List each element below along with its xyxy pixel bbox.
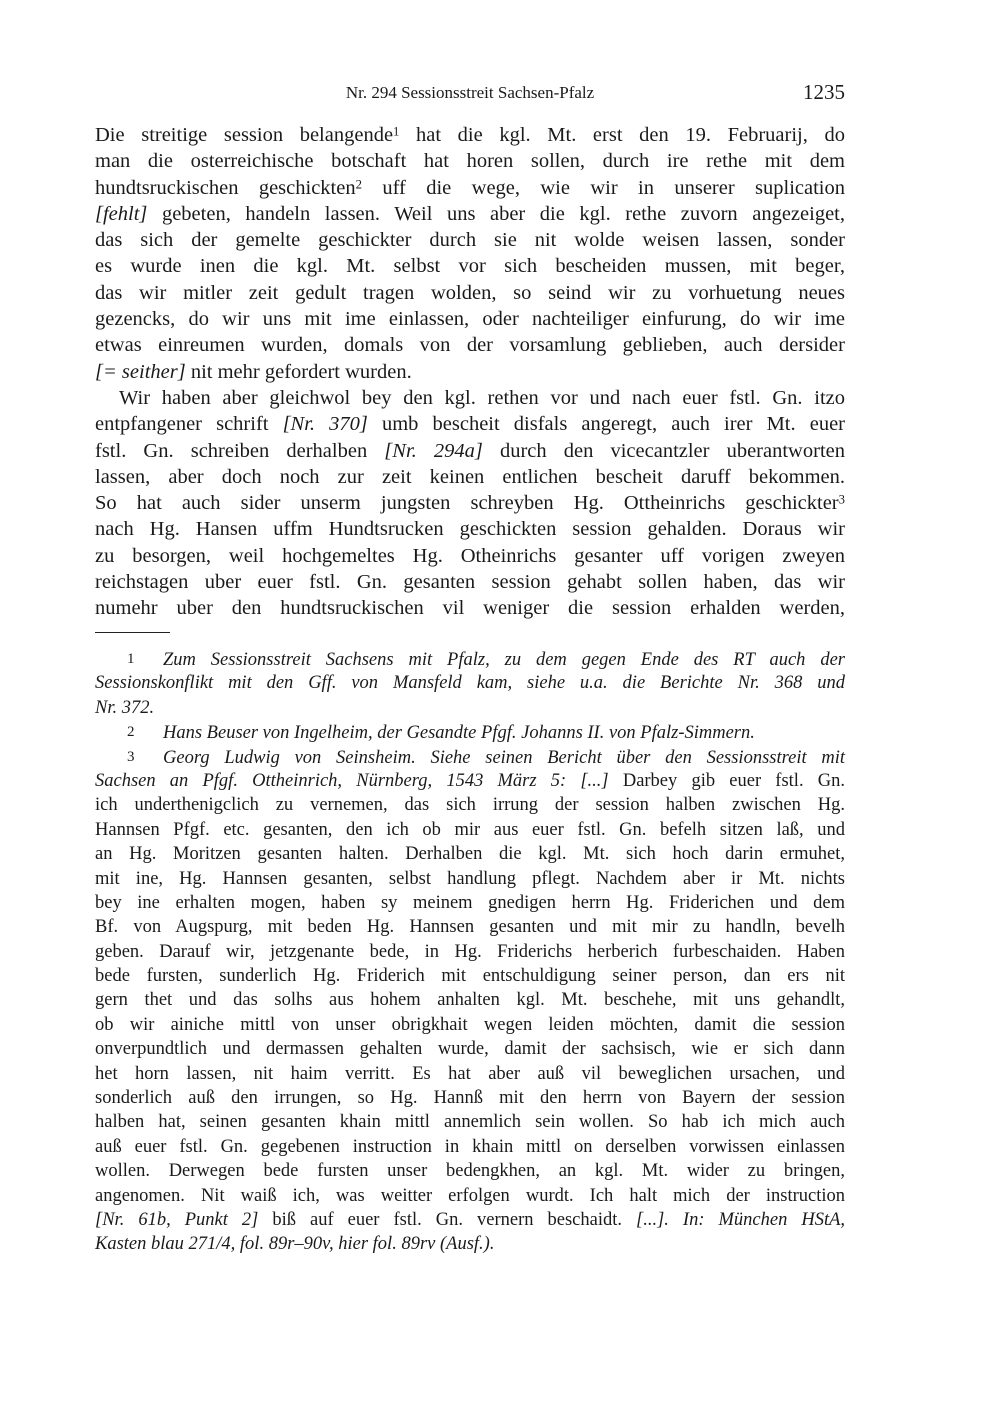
text-line [95, 464, 845, 490]
text-line [95, 720, 845, 744]
text-segment: lassen, aber doch noch zur zeit keinen entlichen bescheit daruff bekommen. [95, 465, 845, 488]
text-segment: hundtsruckischen geschickten [95, 176, 356, 199]
text-line [95, 516, 845, 542]
text-line [95, 1208, 845, 1232]
text-segment: Die streitige session belangende [95, 124, 394, 146]
text-line [95, 122, 845, 148]
footnote-rule [95, 632, 170, 633]
text-segment: angenomen. Nit waiß ich, was weitter erfolgen wurdt. Ich halt mich der instruction [95, 1185, 845, 1206]
text-segment: zu besorgen, weil hochgemeltes Hg. Otheinrichs gesanter uff vorigen zweyen [95, 544, 845, 567]
text-segment: durch den vicecantzler uberantworten [482, 439, 845, 462]
text-segment: nach Hg. Hansen uffm Hundtsrucken geschickten session gehalden. Doraus wir [95, 518, 845, 541]
text-segment: man die osterreichische botschaft hat horen sollen, durch ire rethe mit dem [95, 150, 845, 173]
footnote-ref: 2 [355, 176, 362, 191]
text-line [95, 988, 845, 1012]
italic-text: Sachsen an Pfgf. Ottheinrich, Nürnberg, 1543 März 5: [...] [95, 770, 609, 791]
text-line [95, 359, 845, 385]
text-segment: uff die wege, wie wir in unserer suplication [361, 176, 845, 199]
footnote-ref: 3 [838, 492, 845, 507]
text-line [95, 1232, 845, 1256]
text-segment: auß euer fstl. Gn. gegebenen instruction in khain mittl on derselben vorwissen einlassen [95, 1136, 845, 1157]
italic-text: [fehlt] [95, 202, 148, 225]
text-line [95, 745, 845, 769]
footnotes [95, 647, 845, 1257]
text-segment: gebeten, handeln lassen. Weil uns aber die kgl. rethe zuvorn angezeiget, [147, 202, 845, 225]
italic-text: Sessionskonflikt mit den Gff. von Mansfeld kam, siehe u.a. die Berichte Nr. 368 und [95, 673, 845, 694]
text-line [95, 227, 845, 253]
italic-text: Georg Ludwig von Seinsheim. Siehe seinen Bericht über den Sessionsstreit mit [163, 747, 845, 768]
text-line [95, 1013, 845, 1037]
footnote-number: 3 [127, 748, 135, 765]
page-header [95, 80, 845, 106]
text-line [95, 490, 845, 516]
text-line [95, 915, 845, 939]
text-segment: fstl. Gn. schreiben derhalben [95, 439, 385, 462]
text-segment: umb bescheit disfals angeregt, auch irer Mt. euer [367, 413, 845, 436]
text-segment: het horn lassen, nit haim verritt. Es hat aber auß vil beweglichen ursachen, und [95, 1063, 845, 1084]
italic-text: Zum Sessionsstreit Sachsens mit Pfalz, zu dem gegen Ende des RT auch der [163, 650, 845, 670]
text-segment: numehr uber den hundtsruckischen vil weniger die session erhalden werden, [95, 597, 845, 620]
text-segment: halben hat, seinen gesanten khain mittl annemlich sein wollen. So hab ich mich auch [95, 1112, 845, 1133]
text-line [95, 385, 845, 411]
text-line [95, 1159, 845, 1183]
text-line [95, 1037, 845, 1061]
text-line [95, 148, 845, 174]
footnote-ref: 1 [393, 124, 400, 139]
text-line [95, 332, 845, 358]
text-line [95, 769, 845, 793]
text-segment: geben. Darauf wir, jetzgenante bede, in Hg. Friderichs herberich furbeschaiden. Haben [95, 941, 845, 962]
text-segment: das wir mitler zeit gedult tragen wolden, so seind wir zu vorhuetung neues [95, 281, 845, 304]
text-line [95, 964, 845, 988]
text-line [95, 253, 845, 279]
text-segment: sonderlich auß den irrungen, so Hg. Hannß mit den herrn von Bayern der session [95, 1088, 845, 1109]
text-line [95, 543, 845, 569]
italic-text: Nr. 372. [95, 697, 155, 718]
text-segment: Bf. von Augspurg, mit beden Hg. Hannsen gesanten und mit mir zu handln, bevelh [95, 917, 845, 938]
text-line [95, 569, 845, 595]
text-segment: biß auf euer fstl. Gn. vernern beschaidt. [258, 1209, 636, 1230]
text-segment: es wurde inen die kgl. Mt. selbst vor sich bescheiden mussen, mit beger, [95, 255, 845, 278]
text-segment: gezencks, do wir uns mit ime einlassen, oder nachteiliger einfurung, do wir ime [95, 308, 845, 331]
page-number: 1235 [803, 80, 845, 104]
text-line [95, 671, 845, 695]
italic-text: [Nr. 294a] [384, 439, 483, 462]
footnote-number: 1 [127, 651, 135, 667]
text-segment: das sich der gemelte geschickter durch sie nit wolde weisen lassen, sonder [95, 229, 845, 252]
text-segment: an Hg. Moritzen gesanten halten. Derhalben die kgl. Mt. sich hoch darin ermuhet, [95, 844, 845, 865]
italic-text: [= seither] [95, 360, 186, 383]
italic-text: [...]. In: München HStA, [636, 1209, 846, 1230]
text-segment: entpfangener schrift [95, 413, 283, 436]
text-segment: etwas einreumen wurden, domals von der vorsamlung geblieben, auch dersider [95, 334, 845, 357]
text-line [95, 1062, 845, 1086]
text-line [95, 438, 845, 464]
text-line [95, 280, 845, 306]
text-segment: ob wir ainiche mittl von unser obrigkhait wegen leiden möchten, damit die session [95, 1014, 845, 1035]
text-segment: bede fursten, sunderlich Hg. Friderich mit entschuldigung seiner person, dan ers nit [95, 966, 845, 987]
text-segment: So hat auch sider unserm jungsten schreyben Hg. Ottheinrichs geschickter [95, 492, 839, 515]
text-line [95, 411, 845, 437]
text-segment: wollen. Derwegen bede fursten unser bedengkhen, an kgl. Mt. wider zu bringen, [95, 1161, 845, 1182]
text-line [95, 201, 845, 227]
italic-text: Hans Beuser von Ingelheim, der Gesandte Pfgf. Johanns II. von Pfalz-Simmern. [163, 723, 755, 744]
text-segment: Darbey gib euer fstl. Gn. [608, 770, 845, 791]
text-segment: bey ine erhalten mogen, haben sy meinem gnedigen herrn Hg. Friderichen und dem [95, 892, 845, 913]
text-line [95, 1135, 845, 1159]
text-segment: hat die kgl. Mt. erst den 19. Februarij, do [399, 124, 845, 146]
main-text [95, 122, 845, 622]
text-line [95, 696, 845, 720]
text-line [95, 891, 845, 915]
italic-text: Kasten blau 271/4, fol. 89r–90v, hier fol. 89rv (Ausf.). [95, 1234, 495, 1255]
text-line [95, 1086, 845, 1110]
text-line [95, 940, 845, 964]
text-line [95, 1184, 845, 1208]
italic-text: [Nr. 370] [282, 413, 368, 436]
text-segment: Wir haben aber gleichwol bey den kgl. rethen vor und nach euer fstl. Gn. itzo [119, 386, 845, 409]
text-segment: Hannsen Pfgf. etc. gesanten, den ich ob mir aus euer fstl. Gn. befelh sitzen laß, und [95, 819, 845, 840]
text-line [95, 306, 845, 332]
text-line [95, 867, 845, 891]
text-line [95, 818, 845, 842]
text-segment: gern thet und das solhs aus hohem anhalten kgl. Mt. beschehe, mit uns gehandlt, [95, 990, 845, 1011]
text-line [95, 793, 845, 817]
italic-text: [Nr. 61b, Punkt 2] [95, 1209, 259, 1230]
text-segment: reichstagen uber euer fstl. Gn. gesanten session gehabt sollen haben, das wir [95, 571, 845, 594]
text-segment: mit ine, Hg. Hannsen gesanten, selbst handlung pflegt. Nachdem aber ir Mt. nichts [95, 868, 845, 889]
text-segment: onverpundtlich und dermassen gehalten wurde, damit der sachsisch, wie er sich dann [95, 1039, 845, 1060]
footnote-number: 2 [127, 724, 135, 741]
text-line [95, 842, 845, 866]
text-line [95, 175, 845, 201]
text-line [95, 1110, 845, 1134]
text-segment: ich underthenigclich zu vernemen, das sich irrung der session halben zwischen Hg. [95, 795, 845, 816]
text-line [95, 595, 845, 621]
running-title: Nr. 294 Sessionsstreit Sachsen-Pfalz [345, 83, 595, 102]
text-segment: nit mehr gefordert wurden. [185, 360, 412, 383]
text-line [95, 647, 845, 671]
